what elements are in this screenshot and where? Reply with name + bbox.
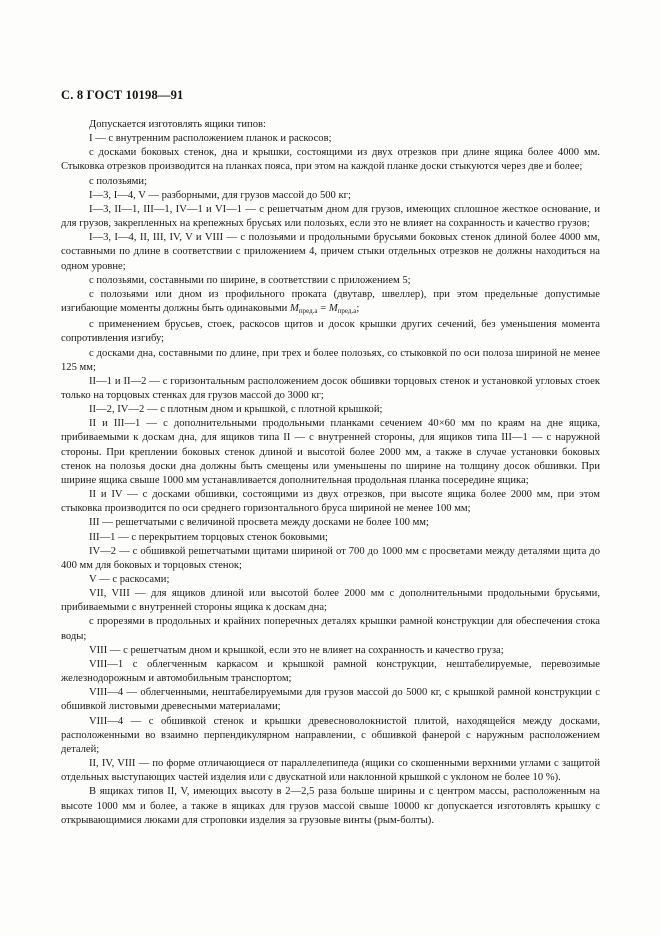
formula-subscript: пред.а [298, 307, 318, 316]
paragraph: В ящиках типов II, V, имеющих высоту в 2—2,5 раза больше ширины и с центром массы, расположенным на высоте 1000 мм и более, а также в ящиках для грузов массой свыше 10000 кг допускается изготовлять крышку с открывающимися люками для строповки изделия за грузовые винты (рым-болты). [61, 786, 600, 826]
paragraph: с прорезями в продольных и крайних поперечных деталях крышки рамной конструкции для обеспечения стока воды; [61, 616, 600, 642]
document-body [61, 118, 600, 828]
paragraph: V — с раскосами; [89, 574, 170, 585]
paragraph: Допускается изготовлять ящики типов: [89, 119, 266, 130]
paragraph: III — решетчатыми с величиной просвета между досками не более 100 мм; [89, 517, 429, 529]
paragraph: VIII—4 — с обшивкой стенок и крышки древесноволокнистой плитой, находящейся между досками, расположенными во взаимно перпендикулярном направлении, с обшивкой фанерой с наружным расположением деталей; [61, 715, 600, 755]
paragraph: IV—2 — с обшивкой решетчатыми щитами шириной от 700 до 1000 мм с просветами между деталями щита до 400 мм для боковых и торцовых стенок; [61, 545, 600, 571]
paragraph-with-formula [61, 288, 600, 318]
formula-tail: ; [356, 303, 360, 315]
paragraph: VIII—4 — облегченными, нештабелируемыми для грузов массой до 5000 кг, с крышкой рамной конструкции с обшивкой листовыми древесными материалами; [61, 687, 600, 713]
paragraph: II—1 и II—2 — с горизонтальным расположением досок обшивки торцовых стенок и установкой угловых стоек только на торцовых стенках для грузов массой до 3000 кг; [61, 375, 600, 401]
paragraph-text: с полозьями или дном из профильного проката (двутавр, швеллер), при этом предельные допустимые изгибающие моменты должны быть одинаковыми [61, 288, 600, 315]
formula-equals: = [320, 303, 327, 315]
paragraph: VII, VIII — для ящиков длиной или высотой более 2000 мм с дополнительными продольными брусьями, прибиваемыми с внутренней стороны ящика к доскам дна; [61, 588, 600, 614]
paragraph: II—2, IV—2 — с плотным дном и крышкой, с плотной крышкой; [89, 404, 383, 416]
page-header: С. 8 ГОСТ 10198—91 [61, 88, 184, 102]
paragraph: с полозьями, составными по ширине, в соответствии с приложением 5; [89, 274, 411, 286]
paragraph: III—1 — с перекрытием торцовых стенок боковыми; [89, 531, 328, 543]
formula-subscript: пред.а [337, 307, 357, 316]
paragraph: I—3, I—4, II, III, IV, V и VIII — с полозьями и продольными брусьями боковых стенок длиной более 4000 мм, составными по длине в соответствии с приложением 4, причем стыки отдельных отрезков не должны находиться на одном уровне; [61, 232, 600, 272]
paragraph: I — с внутренним расположением планок и раскосов; [89, 133, 332, 145]
paragraph: I—3, I—4, V — разборными, для грузов массой до 500 кг; [89, 189, 351, 201]
paragraph: VIII—1 с облегченным каркасом и крышкой рамной конструкции, нештабелируемые, перевозимые железнодорожным и автомобильным транспортом; [61, 658, 600, 685]
paragraph: с полозьями; [89, 175, 147, 187]
paragraph: с применением брусьев, стоек, раскосов щитов и досок крышки других сечений, без уменьшения момента сопротивления изгибу; [61, 319, 600, 345]
paragraph: с досками дна, составными по длине, при трех и более полозьях, со стыковкой по оси полоза шириной не менее 125 мм; [61, 347, 600, 373]
paragraph: VIII — с решетчатым дном и крышкой, если это не влияет на сохранность и качество груза; [89, 644, 504, 656]
paragraph: с досками боковых стенок, дна и крышки, состоящими из двух отрезков при длине ящика более 4000 мм. Стыковка отрезков производится на планках пояса, при этом на каждой планке доски стыкуются через две и более; [61, 147, 600, 173]
paragraph: II, IV, VIII — по форме отличающиеся от параллелепипеда (ящики со скошенными верхними углами с защитой отдельных выступающих частей изделия или с двускатной или наклонной крышкой с уклоном не более 10 %). [61, 758, 600, 784]
paragraph: I—3, II—1, III—1, IV—1 и VI—1 — с решетчатым дном для грузов, имеющих сплошное жесткое основание, и для грузов, закрепленных на крепежных брусьях или полозьях, если это не влияет на сохранность и качество грузов; [61, 203, 600, 230]
paragraph: II и III—1 — с дополнительными продольными планками сечением 40×60 мм по краям на дне ящика, прибиваемыми к доскам дна, для ящиков типа II — с внутренней стороны, для ящиков типа III—1 — с наружной стороны. При креплении боковых стенок длиной и высотой более 2000 мм, а также в случае установки боковых стенок на полозья доски дна должны быть смещены или уменьшены по ширине на толщину досок обшивки. При ширине ящика свыше 1000 мм устанавливается дополнительная продольная планка посередине ящика; [61, 418, 600, 486]
formula-symbol: M [328, 303, 338, 315]
formula-symbol: M [290, 303, 299, 315]
paragraph: II и IV — с досками обшивки, состоящими из двух отрезков, при высоте ящика более 2000 мм, при этом стыковка производится по оси среднего горизонтального бруса шириной не менее 100 мм; [61, 489, 600, 515]
